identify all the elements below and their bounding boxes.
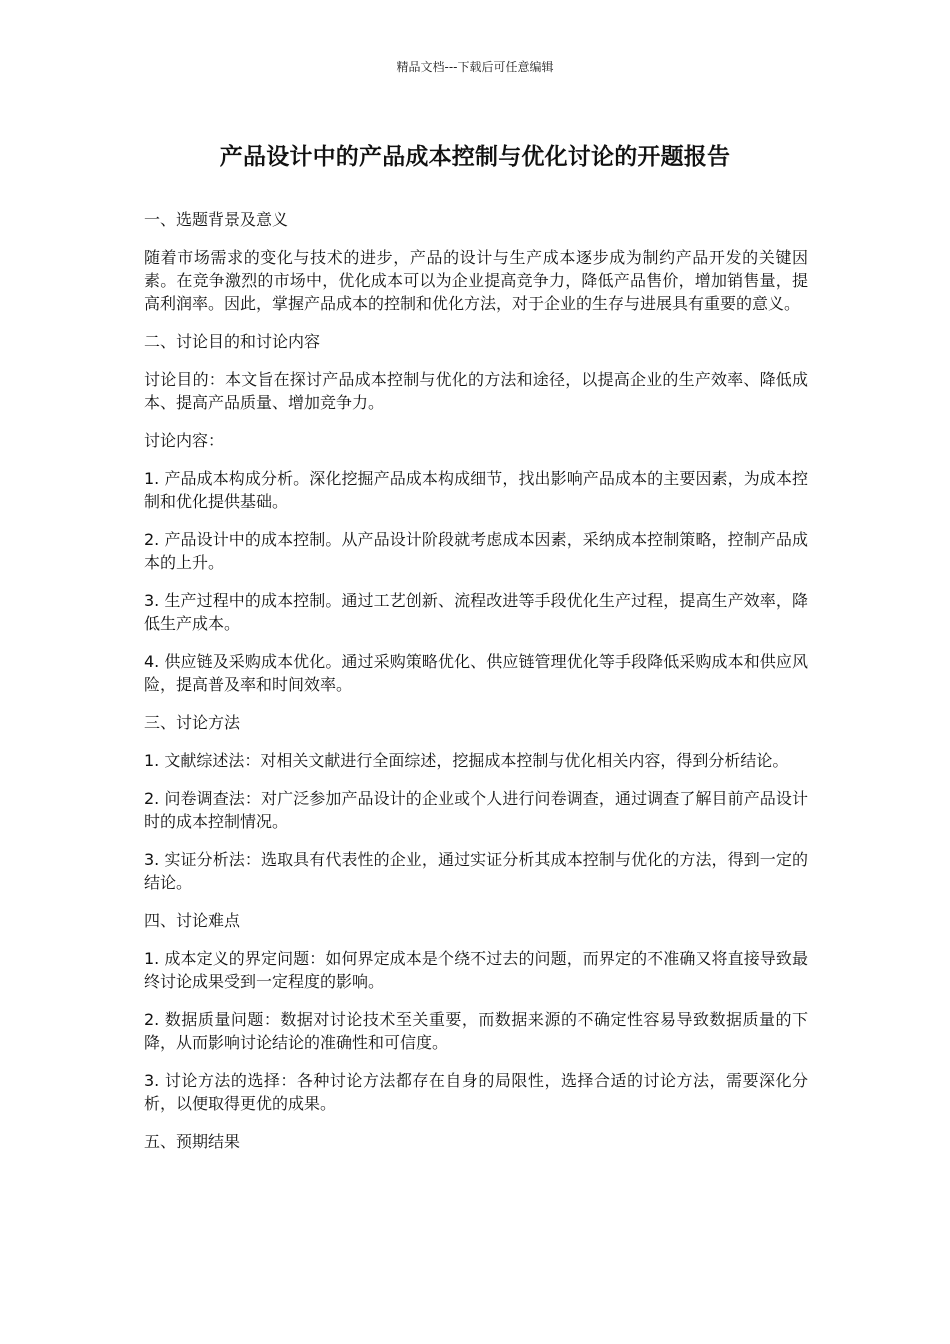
- list-item-difficulty-1: 1. 成本定义的界定问题：如何界定成本是个绕不过去的问题，而界定的不准确又将直接导致最终讨论成果受到一定程度的影响。: [144, 949, 808, 991]
- list-item-method-3: 3. 实证分析法：选取具有代表性的企业，通过实证分析其成本控制与优化的方法，得到一定的结论。: [144, 850, 808, 892]
- section-heading-methods: 三、讨论方法: [144, 713, 241, 732]
- list-item-method-1: 1. 文献综述法：对相关文献进行全面综述，挖掘成本控制与优化相关内容，得到分析结论。: [144, 751, 789, 770]
- list-item-content-4: 4. 供应链及采购成本优化。通过采购策略优化、供应链管理优化等手段降低采购成本和供应风险，提高普及率和时间效率。: [144, 652, 808, 694]
- paragraph-background: 随着市场需求的变化与技术的进步，产品的设计与生产成本逐步成为制约产品开发的关键因素。在竞争激烈的市场中，优化成本可以为企业提高竞争力，降低产品售价，增加销售量，提高利润率。因此，掌握产品成本的控制和优化方法，对于企业的生存与进展具有重要的意义。: [144, 248, 808, 313]
- section-heading-expected-results: 五、预期结果: [144, 1132, 241, 1151]
- list-item-difficulty-2: 2. 数据质量问题：数据对讨论技术至关重要，而数据来源的不确定性容易导致数据质量的下降，从而影响讨论结论的准确性和可信度。: [144, 1010, 808, 1052]
- list-item-method-2: 2. 问卷调查法：对广泛参加产品设计的企业或个人进行问卷调查，通过调查了解目前产品设计时的成本控制情况。: [144, 789, 808, 831]
- paragraph-purpose: 讨论目的：本文旨在探讨产品成本控制与优化的方法和途径，以提高企业的生产效率、降低成本、提高产品质量、增加竞争力。: [144, 370, 808, 412]
- document-title: 产品设计中的产品成本控制与优化讨论的开题报告: [219, 144, 731, 170]
- list-item-content-2: 2. 产品设计中的成本控制。从产品设计阶段就考虑成本因素，采纳成本控制策略，控制产品成本的上升。: [144, 530, 808, 572]
- list-item-content-1: 1. 产品成本构成分析。深化挖掘产品成本构成细节，找出影响产品成本的主要因素，为成本控制和优化提供基础。: [144, 469, 808, 511]
- section-heading-purpose: 二、讨论目的和讨论内容: [144, 332, 321, 351]
- page-header: 精品文档---下载后可任意编辑: [396, 60, 554, 74]
- list-item-content-3: 3. 生产过程中的成本控制。通过工艺创新、流程改进等手段优化生产过程，提高生产效率，降低生产成本。: [144, 591, 808, 633]
- section-heading-background: 一、选题背景及意义: [144, 210, 289, 229]
- list-item-difficulty-3: 3. 讨论方法的选择：各种讨论方法都存在自身的局限性，选择合适的讨论方法，需要深化分析，以便取得更优的成果。: [144, 1071, 808, 1113]
- paragraph-content-label: 讨论内容：: [144, 431, 225, 450]
- document-body: [144, 208, 808, 1168]
- section-heading-difficulties: 四、讨论难点: [144, 911, 241, 930]
